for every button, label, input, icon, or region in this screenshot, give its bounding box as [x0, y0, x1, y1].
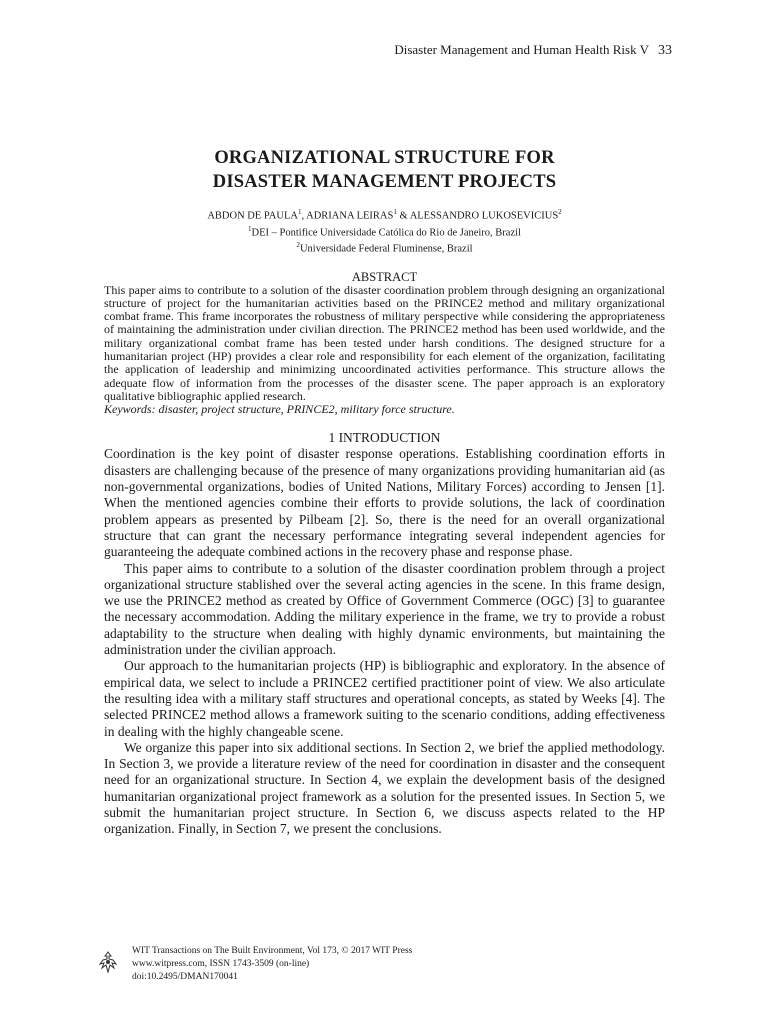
intro-paragraph-1: Coordination is the key point of disaster response operations. Establishing coordination efforts in disasters are challenging because of the presence of many organizations providing humanitarian aid (as non-governmental organizations, bodies of United Nations, Military Forces) according to Jensen [1]. When the mentioned agencies combine their efforts to provide solutions, the lack of coordination problem appears as presented by Pilbeam [2]. So, there is the need for an overall organizational structure that can grant the necessary performance integrating several independent agencies for guaranteeing the adequate combined actions in the recovery phase and response phase.: [104, 446, 665, 560]
author-1: ABDON DE PAULA: [207, 210, 298, 222]
running-header: [394, 42, 672, 59]
intro-paragraph-3: Our approach to the humanitarian projects (HP) is bibliographic and exploratory. In the absence of empirical data, we select to include a PRINCE2 certified practitioner point of view. We also articulate the resulting idea with a military staff structures and operational concepts, as stated by Weeks [4]. The selected PRINCE2 method allows a framework suiting to the scenario conditions, adding effectiveness in dealing with the highly changeable scene.: [104, 658, 665, 739]
footer-journal-line: WIT Transactions on The Built Environment, Vol 173, © 2017 WIT Press: [132, 946, 413, 956]
affiliation-1-mark: 1: [248, 224, 252, 233]
paper-title: [104, 146, 665, 194]
author-ampersand: &: [396, 210, 410, 222]
author-list: [104, 206, 665, 223]
keywords: Keywords: disaster, project structure, PRINCE2, military force structure.: [104, 402, 455, 417]
author-3: ALESSANDRO LUKOSEVICIUS: [409, 210, 559, 222]
running-title: Disaster Management and Human Health Risk V: [394, 42, 649, 57]
affiliation-2-text: Universidade Federal Fluminense, Brazil: [299, 243, 473, 255]
affiliation-1-text: DEI – Pontifice Universidade Católica do Rio de Janeiro, Brazil: [251, 227, 521, 238]
affiliation-2: [104, 239, 665, 256]
abstract-heading: ABSTRACT: [351, 269, 418, 284]
paper-title-line-1: ORGANIZATIONAL STRUCTURE FOR: [214, 148, 555, 168]
author-1-affiliation-mark: 1: [297, 208, 302, 216]
section-heading-introduction: 1 INTRODUCTION: [328, 430, 441, 446]
abstract-body: This paper aims to contribute to a solution of the disaster coordination problem through designing an organizational structure of project for the humanitarian activities based on the PRINCE2 method and military organizational combat frame. This frame incorporates the robustness of military perspective while considering the appropriateness of maintaining the administration under civilian direction. The PRINCE2 method has been used worldwide, and the military organizational combat frame has been tested under harsh conditions. The designed structure for a humanitarian project (HP) provides a clear role and responsibility for each element of the organization, facilitating the application of leadership and minimizing uncoordinated activities performance. This structure allows the adequate flow of information from the processes of the disaster scene. The paper approach is an exploratory qualitative bibliographic applied research.: [104, 282, 665, 403]
footer-website-line: www.witpress.com, ISSN 1743-3509 (on-line): [132, 959, 310, 969]
author-2: ADRIANA LEIRAS: [306, 210, 394, 222]
paper-body: [104, 146, 665, 838]
wit-press-logo-icon: [98, 951, 118, 973]
page-number: 33: [658, 43, 672, 58]
affiliation-2-mark: 2: [296, 241, 300, 249]
footer-doi-line: doi:10.2495/DMAN170041: [132, 972, 238, 982]
intro-paragraph-4: We organize this paper into six additional sections. In Section 2, we brief the applied methodology. In Section 3, we provide a literature review of the need for coordination in disaster and the consequent need for an organizational structure. In Section 4, we explain the development basis of the designed humanitarian organizational project framework as a solution for the presented issues. In Section 5, we submit the humanitarian project structure. In Section 6, we discuss aspects related to the HP organization. Finally, in Section 7, we present the conclusions.: [104, 739, 665, 837]
author-separator: ,: [301, 210, 307, 222]
paper-title-line-2: DISASTER MANAGEMENT PROJECTS: [212, 172, 557, 192]
author-3-affiliation-mark: 2: [558, 208, 562, 216]
author-2-affiliation-mark: 1: [393, 208, 397, 216]
affiliation-1: [104, 223, 665, 240]
intro-paragraph-2: This paper aims to contribute to a solution of the disaster coordination problem through a project organizational structure stablished over the several acting agencies in the scene. In this frame design, we use the PRINCE2 method as created by Office of Government Commerce (OGC) [3] to guarantee the necessary accommodation. Adding the military experience in the frame, we try to provide a robust adaptability to the structure when dealing with highly dynamic environments, but maintaining the administration under the civilian approach.: [104, 560, 665, 658]
